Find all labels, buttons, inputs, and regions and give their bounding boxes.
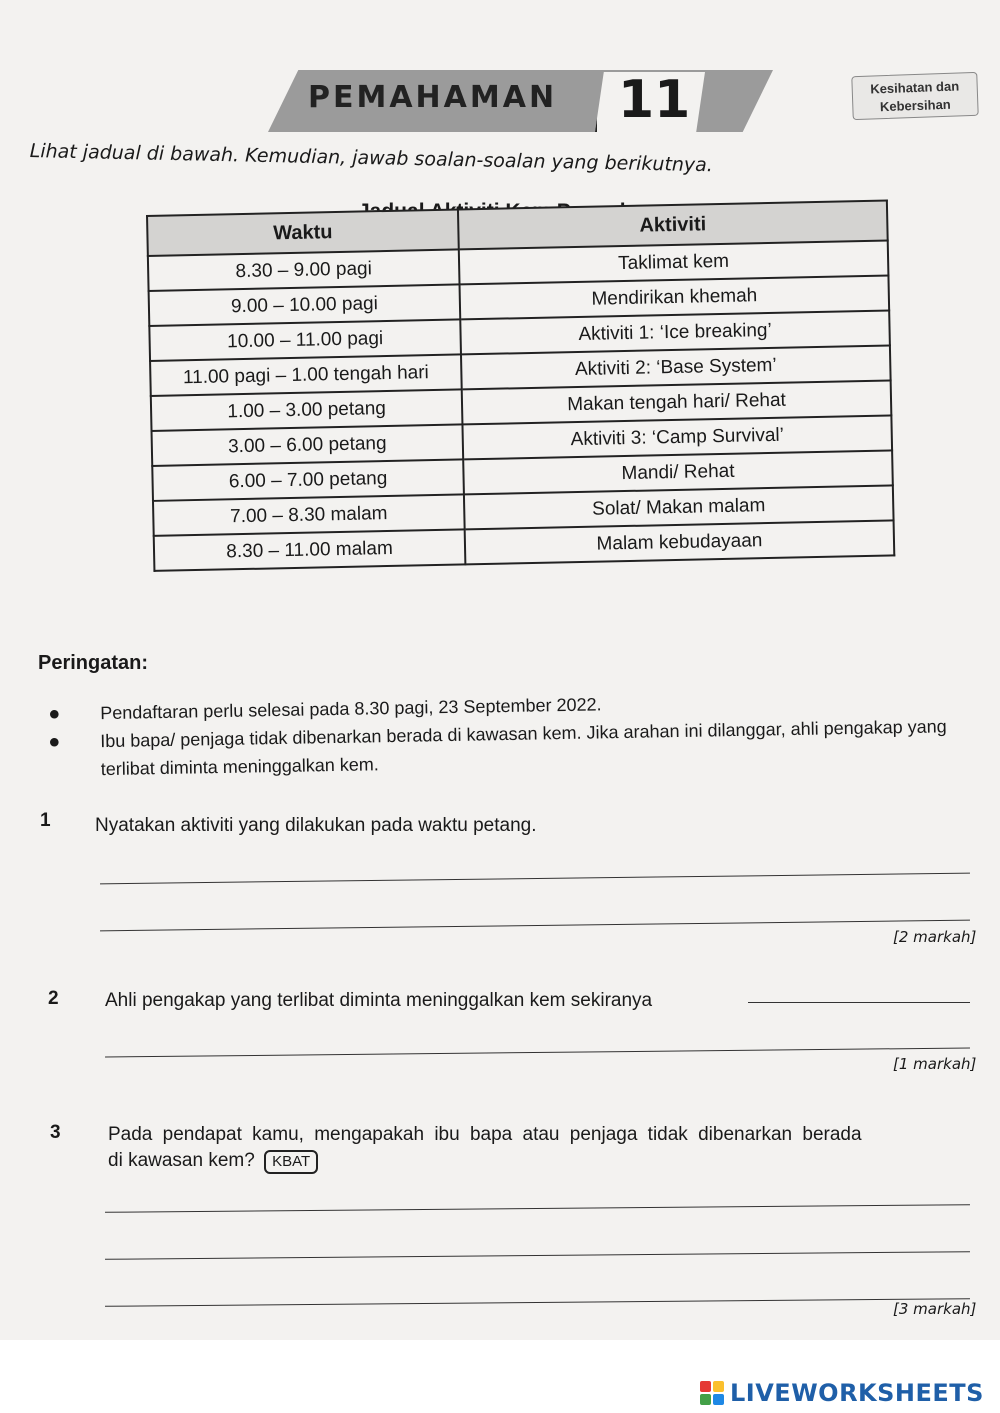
topic-tag	[851, 72, 978, 120]
col-header-time: Waktu	[147, 209, 459, 256]
time-cell: 10.00 – 11.00 pagi	[149, 319, 461, 361]
time-cell: 3.00 – 6.00 petang	[152, 424, 464, 466]
answer-line-3a[interactable]	[105, 1204, 970, 1213]
time-cell: 1.00 – 3.00 petang	[151, 389, 463, 431]
header-title: PEMAHAMAN	[308, 80, 558, 115]
activity-cell: Solat/ Makan malam	[464, 485, 894, 529]
liveworksheets-logo[interactable]	[700, 1378, 984, 1408]
col-header-activity: Aktiviti	[458, 200, 888, 249]
activity-cell: Aktiviti 1: ‘Ice breaking’	[460, 310, 890, 354]
note-text: Pendaftaran perlu selesai pada 8.30 pagi, 23 September 2022.	[100, 694, 602, 724]
activity-cell: Taklimat kem	[459, 240, 889, 284]
answer-line-1b[interactable]	[100, 920, 970, 932]
schedule-table	[146, 199, 895, 571]
answer-line-3b[interactable]	[105, 1251, 970, 1260]
time-cell: 6.00 – 7.00 petang	[152, 459, 464, 501]
question-2-number: 2	[48, 988, 59, 1009]
time-cell: 11.00 pagi – 1.00 tengah hari	[150, 354, 462, 396]
question-3-marks: [3 markah]	[893, 1300, 977, 1318]
liveworksheets-brand-text: LIVEWORKSHEETS	[730, 1379, 984, 1407]
question-3-text-line2: di kawasan kem?	[108, 1150, 255, 1171]
activity-cell: Malam kebudayaan	[465, 520, 895, 564]
question-1-marks: [2 markah]	[893, 928, 977, 946]
bullet-icon: ●	[48, 730, 61, 753]
question-1-text: Nyatakan aktiviti yang dilakukan pada waktu petang.	[95, 815, 537, 836]
question-3-line2	[108, 1150, 318, 1174]
activity-cell: Aktiviti 2: ‘Base System’	[461, 345, 891, 389]
header-number: 11	[618, 70, 691, 130]
note-text: Ibu bapa/ penjaga tidak dibenarkan berada di kawasan kem. Jika arahan ini dilanggar, ahli pengakap yang terlibat diminta meninggalkan kem.	[100, 716, 947, 780]
activity-cell: Mandi/ Rehat	[463, 450, 893, 494]
time-cell: 9.00 – 10.00 pagi	[149, 284, 461, 326]
answer-line-2b[interactable]	[105, 1047, 970, 1057]
time-cell: 8.30 – 9.00 pagi	[148, 249, 460, 291]
question-3-number: 3	[50, 1122, 61, 1143]
question-2-text: Ahli pengakap yang terlibat diminta meninggalkan kem sekiranya	[105, 990, 653, 1011]
time-cell: 8.30 – 11.00 malam	[154, 529, 466, 571]
question-1-number: 1	[40, 810, 51, 831]
answer-line-1a[interactable]	[100, 873, 970, 885]
activity-cell: Mendirikan khemah	[460, 275, 890, 319]
answer-line-3c[interactable]	[105, 1298, 970, 1307]
kbat-badge: KBAT	[264, 1150, 318, 1174]
question-3-text-line1: Pada pendapat kamu, mengapakah ibu bapa atau penjaga tidak dibenarkan berada	[108, 1124, 862, 1145]
notes-heading: Peringatan:	[38, 652, 149, 674]
activity-cell: Aktiviti 3: ‘Camp Survival’	[462, 415, 892, 459]
topic-tag-line1: Kesihatan dan	[870, 78, 960, 97]
question-2-marks: [1 markah]	[893, 1055, 977, 1073]
bullet-icon: ●	[48, 702, 61, 725]
time-cell: 7.00 – 8.30 malam	[153, 494, 465, 536]
instruction-text: Lihat jadual di bawah. Kemudian, jawab soalan-soalan yang berikutnya.	[29, 140, 714, 177]
answer-line-2a[interactable]	[748, 1002, 970, 1003]
liveworksheets-logo-icon	[700, 1381, 724, 1405]
activity-cell: Makan tengah hari/ Rehat	[462, 380, 892, 424]
topic-tag-line2: Kebersihan	[879, 96, 951, 115]
